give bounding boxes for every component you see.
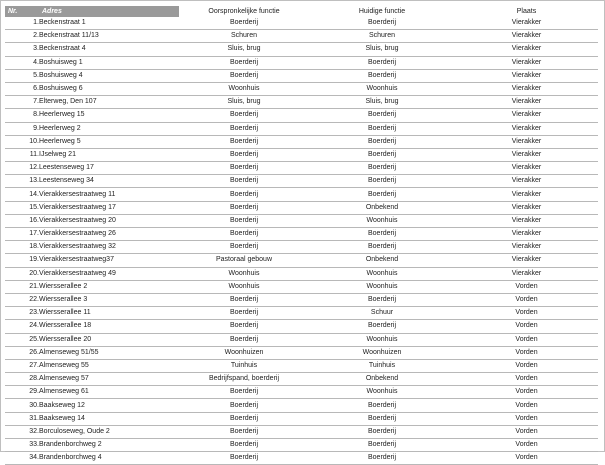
row-number: 2. xyxy=(5,30,39,43)
row-huidige-functie: Woonhuis xyxy=(309,386,455,399)
row-huidige-functie: Onbekend xyxy=(309,373,455,386)
row-huidige-functie: Boerderij xyxy=(309,439,455,452)
row-plaats: Vierakker xyxy=(455,109,598,122)
table-body xyxy=(5,17,598,465)
row-number: 24. xyxy=(5,320,39,333)
header-adres: Adres xyxy=(39,6,179,17)
row-huidige-functie: Boerderij xyxy=(309,148,455,161)
table-row xyxy=(5,201,598,214)
row-huidige-functie: Woonhuis xyxy=(309,280,455,293)
row-plaats: Vorden xyxy=(455,373,598,386)
row-plaats: Vorden xyxy=(455,386,598,399)
row-adres: Almenseweg 57 xyxy=(39,373,179,386)
row-plaats: Vierakker xyxy=(455,188,598,201)
table-row xyxy=(5,17,598,30)
row-number: 34. xyxy=(5,452,39,465)
row-huidige-functie: Boerderij xyxy=(309,135,455,148)
row-plaats: Vorden xyxy=(455,439,598,452)
row-plaats: Vorden xyxy=(455,307,598,320)
row-huidige-functie: Woonhuis xyxy=(309,214,455,227)
row-oorspronkelijke-functie: Boerderij xyxy=(179,228,309,241)
row-adres: Borculoseweg, Oude 2 xyxy=(39,425,179,438)
row-adres: Wiersserallee 3 xyxy=(39,293,179,306)
row-oorspronkelijke-functie: Schuren xyxy=(179,30,309,43)
table-row xyxy=(5,267,598,280)
row-adres: Beckenstraat 11/13 xyxy=(39,30,179,43)
row-huidige-functie: Tuinhuis xyxy=(309,359,455,372)
table-row xyxy=(5,373,598,386)
row-number: 15. xyxy=(5,201,39,214)
row-oorspronkelijke-functie: Boerderij xyxy=(179,386,309,399)
row-oorspronkelijke-functie: Boerderij xyxy=(179,201,309,214)
row-oorspronkelijke-functie: Boerderij xyxy=(179,425,309,438)
row-oorspronkelijke-functie: Boerderij xyxy=(179,241,309,254)
row-oorspronkelijke-functie: Boerderij xyxy=(179,122,309,135)
row-huidige-functie: Boerderij xyxy=(309,320,455,333)
row-adres: Vierakkersestraatweg 49 xyxy=(39,267,179,280)
row-adres: Almenseweg 51/55 xyxy=(39,346,179,359)
row-plaats: Vierakker xyxy=(455,175,598,188)
row-oorspronkelijke-functie: Boerderij xyxy=(179,320,309,333)
row-adres: Boshuisweg 4 xyxy=(39,69,179,82)
table-row xyxy=(5,162,598,175)
row-adres: Vierakkersestraatweg 17 xyxy=(39,201,179,214)
row-number: 10. xyxy=(5,135,39,148)
row-adres: Almenseweg 55 xyxy=(39,359,179,372)
row-oorspronkelijke-functie: Boerderij xyxy=(179,69,309,82)
row-huidige-functie: Woonhuis xyxy=(309,82,455,95)
row-oorspronkelijke-functie: Boerderij xyxy=(179,135,309,148)
row-number: 13. xyxy=(5,175,39,188)
table-row xyxy=(5,280,598,293)
row-huidige-functie: Sluis, brug xyxy=(309,43,455,56)
row-huidige-functie: Boerderij xyxy=(309,188,455,201)
row-adres: Heerlerweg 5 xyxy=(39,135,179,148)
row-oorspronkelijke-functie: Sluis, brug xyxy=(179,43,309,56)
row-oorspronkelijke-functie: Boerderij xyxy=(179,452,309,465)
row-adres: Beckenstraat 1 xyxy=(39,17,179,30)
row-adres: Wiersserallee 2 xyxy=(39,280,179,293)
row-plaats: Vierakker xyxy=(455,17,598,30)
row-oorspronkelijke-functie: Boerderij xyxy=(179,148,309,161)
table-row xyxy=(5,109,598,122)
row-adres: Beckenstraat 4 xyxy=(39,43,179,56)
table-row xyxy=(5,254,598,267)
row-oorspronkelijke-functie: Bedrijfspand, boerderij xyxy=(179,373,309,386)
row-number: 23. xyxy=(5,307,39,320)
row-oorspronkelijke-functie: Boerderij xyxy=(179,307,309,320)
header-nr: Nr. xyxy=(5,6,39,17)
row-huidige-functie: Onbekend xyxy=(309,201,455,214)
row-plaats: Vorden xyxy=(455,293,598,306)
header-oorspronkelijke-functie: Oorspronkelijke functie xyxy=(179,6,309,17)
table-row xyxy=(5,241,598,254)
row-number: 16. xyxy=(5,214,39,227)
row-adres: Vierakkersestraatweg 26 xyxy=(39,228,179,241)
row-plaats: Vierakker xyxy=(455,267,598,280)
row-oorspronkelijke-functie: Tuinhuis xyxy=(179,359,309,372)
row-huidige-functie: Boerderij xyxy=(309,69,455,82)
row-number: 21. xyxy=(5,280,39,293)
row-plaats: Vorden xyxy=(455,359,598,372)
row-number: 7. xyxy=(5,96,39,109)
row-oorspronkelijke-functie: Woonhuizen xyxy=(179,346,309,359)
row-plaats: Vierakker xyxy=(455,254,598,267)
row-number: 19. xyxy=(5,254,39,267)
table-row xyxy=(5,346,598,359)
row-adres: Wiersserallee 11 xyxy=(39,307,179,320)
row-huidige-functie: Boerderij xyxy=(309,241,455,254)
row-adres: IJselweg 21 xyxy=(39,148,179,161)
table-row xyxy=(5,359,598,372)
row-adres: Boshuisweg 6 xyxy=(39,82,179,95)
row-number: 18. xyxy=(5,241,39,254)
row-oorspronkelijke-functie: Boerderij xyxy=(179,56,309,69)
row-huidige-functie: Onbekend xyxy=(309,254,455,267)
row-huidige-functie: Boerderij xyxy=(309,109,455,122)
row-plaats: Vierakker xyxy=(455,43,598,56)
row-adres: Vierakkersestraatweg 11 xyxy=(39,188,179,201)
row-adres: Almenseweg 61 xyxy=(39,386,179,399)
row-number: 26. xyxy=(5,346,39,359)
row-adres: Brandenborchweg 4 xyxy=(39,452,179,465)
row-adres: Vierakkersestraatweg 20 xyxy=(39,214,179,227)
row-oorspronkelijke-functie: Pastoraal gebouw xyxy=(179,254,309,267)
row-number: 22. xyxy=(5,293,39,306)
row-number: 17. xyxy=(5,228,39,241)
row-oorspronkelijke-functie: Sluis, brug xyxy=(179,96,309,109)
row-huidige-functie: Boerderij xyxy=(309,399,455,412)
row-oorspronkelijke-functie: Boerderij xyxy=(179,162,309,175)
row-plaats: Vierakker xyxy=(455,241,598,254)
row-adres: Vierakkersestraatweg 32 xyxy=(39,241,179,254)
table-row xyxy=(5,307,598,320)
table-row xyxy=(5,122,598,135)
row-number: 8. xyxy=(5,109,39,122)
table-row xyxy=(5,228,598,241)
row-huidige-functie: Schuur xyxy=(309,307,455,320)
row-plaats: Vorden xyxy=(455,412,598,425)
row-huidige-functie: Boerderij xyxy=(309,17,455,30)
table-row xyxy=(5,188,598,201)
row-plaats: Vierakker xyxy=(455,135,598,148)
row-huidige-functie: Boerderij xyxy=(309,425,455,438)
row-huidige-functie: Boerderij xyxy=(309,122,455,135)
table-row xyxy=(5,148,598,161)
row-plaats: Vorden xyxy=(455,333,598,346)
row-adres: Vierakkersestraatweg37 xyxy=(39,254,179,267)
row-plaats: Vierakker xyxy=(455,96,598,109)
row-number: 11. xyxy=(5,148,39,161)
table-row xyxy=(5,135,598,148)
monument-table xyxy=(5,6,598,465)
row-oorspronkelijke-functie: Boerderij xyxy=(179,293,309,306)
row-oorspronkelijke-functie: Woonhuis xyxy=(179,267,309,280)
row-number: 33. xyxy=(5,439,39,452)
table-row xyxy=(5,82,598,95)
row-adres: Wiersserallee 20 xyxy=(39,333,179,346)
row-oorspronkelijke-functie: Boerderij xyxy=(179,188,309,201)
row-number: 9. xyxy=(5,122,39,135)
row-huidige-functie: Boerderij xyxy=(309,175,455,188)
row-oorspronkelijke-functie: Boerderij xyxy=(179,412,309,425)
row-adres: Wiersserallee 18 xyxy=(39,320,179,333)
row-adres: Elterweg, Den 107 xyxy=(39,96,179,109)
row-plaats: Vierakker xyxy=(455,30,598,43)
row-oorspronkelijke-functie: Woonhuis xyxy=(179,82,309,95)
row-huidige-functie: Boerderij xyxy=(309,412,455,425)
table-row xyxy=(5,399,598,412)
row-number: 1. xyxy=(5,17,39,30)
row-number: 27. xyxy=(5,359,39,372)
row-number: 32. xyxy=(5,425,39,438)
row-adres: Leestenseweg 34 xyxy=(39,175,179,188)
row-huidige-functie: Boerderij xyxy=(309,452,455,465)
row-huidige-functie: Woonhuis xyxy=(309,267,455,280)
table-row xyxy=(5,333,598,346)
row-plaats: Vierakker xyxy=(455,162,598,175)
table-row xyxy=(5,320,598,333)
row-plaats: Vierakker xyxy=(455,148,598,161)
row-number: 14. xyxy=(5,188,39,201)
table-row xyxy=(5,425,598,438)
row-huidige-functie: Woonhuizen xyxy=(309,346,455,359)
row-adres: Heerlerweg 15 xyxy=(39,109,179,122)
row-plaats: Vorden xyxy=(455,425,598,438)
row-plaats: Vierakker xyxy=(455,69,598,82)
row-oorspronkelijke-functie: Boerderij xyxy=(179,214,309,227)
table-row xyxy=(5,293,598,306)
row-adres: Heerlerweg 2 xyxy=(39,122,179,135)
row-number: 3. xyxy=(5,43,39,56)
row-oorspronkelijke-functie: Boerderij xyxy=(179,399,309,412)
row-oorspronkelijke-functie: Boerderij xyxy=(179,333,309,346)
row-oorspronkelijke-functie: Boerderij xyxy=(179,17,309,30)
row-plaats: Vierakker xyxy=(455,228,598,241)
row-huidige-functie: Woonhuis xyxy=(309,333,455,346)
row-adres: Baakseweg 12 xyxy=(39,399,179,412)
row-number: 28. xyxy=(5,373,39,386)
row-number: 12. xyxy=(5,162,39,175)
table-row xyxy=(5,214,598,227)
row-plaats: Vierakker xyxy=(455,82,598,95)
header-huidige-functie: Huidige functie xyxy=(309,6,455,17)
row-plaats: Vorden xyxy=(455,399,598,412)
row-plaats: Vierakker xyxy=(455,56,598,69)
table-row xyxy=(5,412,598,425)
row-plaats: Vorden xyxy=(455,320,598,333)
row-adres: Boshuisweg 1 xyxy=(39,56,179,69)
table-header-row xyxy=(5,6,598,17)
table-row xyxy=(5,175,598,188)
table-row xyxy=(5,452,598,465)
table-row xyxy=(5,43,598,56)
table-row xyxy=(5,30,598,43)
row-oorspronkelijke-functie: Boerderij xyxy=(179,175,309,188)
row-plaats: Vorden xyxy=(455,452,598,465)
row-huidige-functie: Boerderij xyxy=(309,228,455,241)
row-number: 6. xyxy=(5,82,39,95)
row-oorspronkelijke-functie: Woonhuis xyxy=(179,280,309,293)
row-plaats: Vierakker xyxy=(455,201,598,214)
row-number: 20. xyxy=(5,267,39,280)
row-oorspronkelijke-functie: Boerderij xyxy=(179,439,309,452)
row-number: 30. xyxy=(5,399,39,412)
row-adres: Leestenseweg 17 xyxy=(39,162,179,175)
table-row xyxy=(5,56,598,69)
row-number: 5. xyxy=(5,69,39,82)
table-row xyxy=(5,386,598,399)
row-plaats: Vierakker xyxy=(455,122,598,135)
row-huidige-functie: Boerderij xyxy=(309,293,455,306)
table-row xyxy=(5,96,598,109)
table-row xyxy=(5,69,598,82)
row-huidige-functie: Boerderij xyxy=(309,56,455,69)
row-plaats: Vorden xyxy=(455,346,598,359)
table-row xyxy=(5,439,598,452)
row-adres: Brandenborchweg 2 xyxy=(39,439,179,452)
row-huidige-functie: Boerderij xyxy=(309,162,455,175)
row-number: 29. xyxy=(5,386,39,399)
row-huidige-functie: Schuren xyxy=(309,30,455,43)
row-number: 25. xyxy=(5,333,39,346)
row-adres: Baakseweg 14 xyxy=(39,412,179,425)
header-plaats: Plaats xyxy=(455,6,598,17)
row-number: 4. xyxy=(5,56,39,69)
row-oorspronkelijke-functie: Boerderij xyxy=(179,109,309,122)
row-huidige-functie: Sluis, brug xyxy=(309,96,455,109)
row-number: 31. xyxy=(5,412,39,425)
row-plaats: Vierakker xyxy=(455,214,598,227)
row-plaats: Vorden xyxy=(455,280,598,293)
